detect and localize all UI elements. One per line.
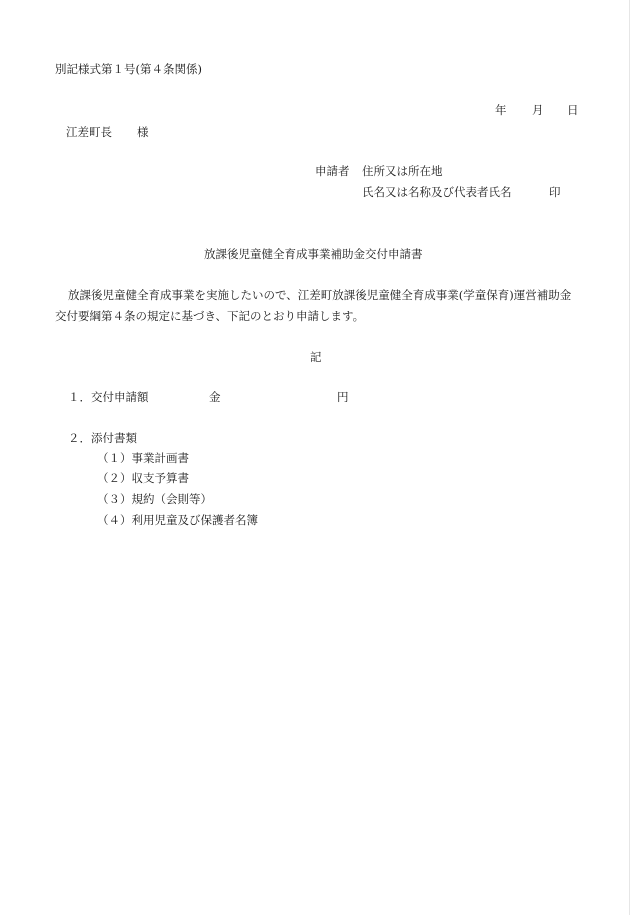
- attachment-item: （１）事業計画書: [97, 451, 189, 465]
- applicant-label: 申請者: [315, 164, 350, 178]
- applicant-name-label: 氏名又は名称及び代表者氏名: [362, 185, 512, 199]
- date-month-label: 月: [532, 103, 544, 117]
- attachment-item: （４）利用児童及び保護者名簿: [97, 513, 258, 527]
- date-year-label: 年: [495, 103, 507, 117]
- item1-currency-label: 金: [209, 390, 221, 404]
- seal-mark: 印: [549, 185, 561, 199]
- applicant-address-label: 住所又は所在地: [362, 164, 443, 178]
- item1-amount-label: １．交付申請額: [68, 390, 149, 404]
- attachment-item: （３）規約（会則等）: [97, 492, 212, 506]
- ki-heading: 記: [310, 350, 322, 364]
- addressee-honorific: 様: [137, 125, 149, 139]
- form-number: 別記様式第１号(第４条関係): [55, 62, 202, 76]
- body-text-line-2: 交付要綱第４条の規定に基づき、下記のとおり申請します。: [55, 309, 365, 323]
- body-text-line-1: 放課後児童健全育成事業を実施したいので、江差町放課後児童健全育成事業(学童保育)運営補助金: [68, 288, 572, 302]
- attachment-item: （２）収支予算書: [97, 471, 189, 485]
- document-title: 放課後児童健全育成事業補助金交付申請書: [204, 247, 423, 261]
- date-day-label: 日: [567, 103, 579, 117]
- addressee-name: 江差町長: [66, 125, 112, 139]
- item1-unit-label: 円: [337, 390, 349, 404]
- item2-attachments-label: ２．添付書類: [68, 431, 137, 445]
